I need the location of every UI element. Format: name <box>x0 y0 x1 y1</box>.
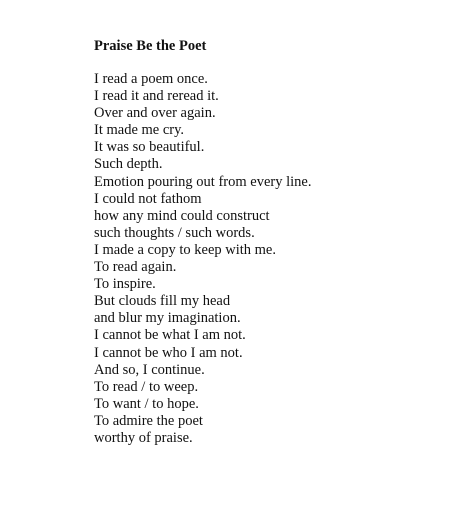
poem-line: It was so beautiful. <box>94 139 205 156</box>
poem-line: To read / to weep. <box>94 378 199 395</box>
poem-line: To admire the poet <box>94 412 203 429</box>
poem-line: It made me cry. <box>94 122 185 139</box>
poem-line: I made a copy to keep with me. <box>94 241 276 258</box>
poem-line: I cannot be what I am not. <box>94 327 246 344</box>
poem-body <box>94 71 311 447</box>
poem-line: and blur my imagination. <box>94 310 241 327</box>
poem-line: I could not fathom <box>94 190 202 207</box>
poem <box>94 38 311 447</box>
poem-line: Such depth. <box>94 156 163 173</box>
poem-line: such thoughts / such words. <box>94 224 255 241</box>
poem-line: To want / to hope. <box>94 395 199 412</box>
poem-line: worthy of praise. <box>94 429 193 446</box>
poem-line: I read it and reread it. <box>94 88 219 105</box>
poem-title: Praise Be the Poet <box>94 38 207 54</box>
poem-line: To read again. <box>94 259 177 276</box>
poem-line: But clouds fill my head <box>94 293 231 310</box>
poem-line: And so, I continue. <box>94 361 205 378</box>
poem-line: I read a poem once. <box>94 71 208 87</box>
poem-line: Emotion pouring out from every line. <box>94 173 312 190</box>
poem-line: how any mind could construct <box>94 207 270 224</box>
poem-line: I cannot be who I am not. <box>94 344 243 361</box>
poem-line: To inspire. <box>94 276 156 293</box>
poem-line: Over and over again. <box>94 105 216 122</box>
